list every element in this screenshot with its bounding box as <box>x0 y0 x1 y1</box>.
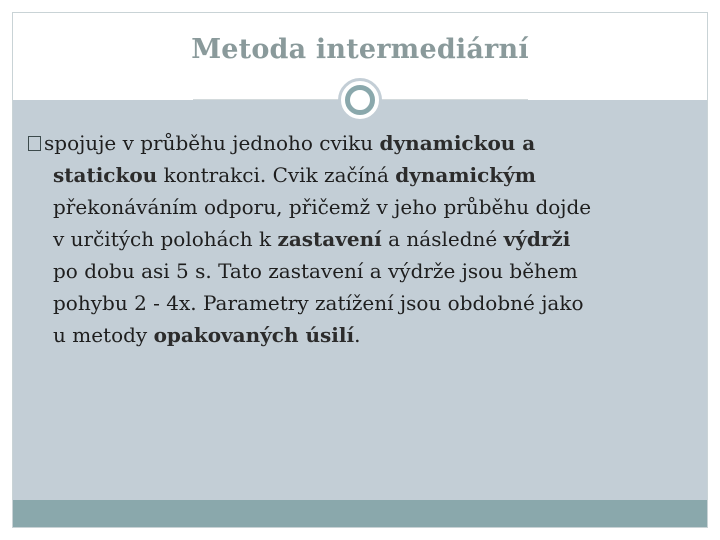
text-run: a následné <box>381 227 504 251</box>
box-bullet-icon <box>28 136 41 151</box>
text-run: překonáváním odporu, přičemž v jeho průběhu dojde <box>53 195 592 219</box>
emphasis-dynamic: dynamickým <box>395 163 536 187</box>
emphasis-stopping: zastavení <box>277 227 382 251</box>
text-run: kontrakci. Cvik začíná <box>157 163 396 187</box>
text-run: v určitých polohách k <box>53 227 278 251</box>
slide-title: Metoda intermediární <box>191 34 529 65</box>
emphasis-static: statickou <box>53 163 158 187</box>
text-line-2 <box>28 159 700 191</box>
text-run: po dobu asi 5 s. Tato zastavení a výdrže jsou během <box>53 259 578 283</box>
text-line-5 <box>28 255 700 287</box>
emphasis-hold: výdrži <box>503 227 571 251</box>
text-run: pohybu 2 - 4x. Parametry zatížení jsou obdobné jako <box>53 291 584 315</box>
text-line-3 <box>28 191 700 223</box>
text-line-1 <box>28 127 700 159</box>
text-run: u metody <box>53 323 154 347</box>
circle-ornament-inner <box>345 85 375 115</box>
bullet-paragraph <box>28 127 700 351</box>
text-line-4 <box>28 223 700 255</box>
text-line-6 <box>28 287 700 319</box>
bottom-bar <box>13 500 707 527</box>
text-run: . <box>354 323 361 347</box>
text-run: spojuje v průběhu jednoho cviku <box>44 131 380 155</box>
emphasis-repeated-efforts: opakovaných úsilí <box>153 323 355 347</box>
text-line-7 <box>28 319 700 351</box>
emphasis-dynamic-static: dynamickou a <box>379 131 536 155</box>
circle-ornament-icon <box>338 78 382 122</box>
